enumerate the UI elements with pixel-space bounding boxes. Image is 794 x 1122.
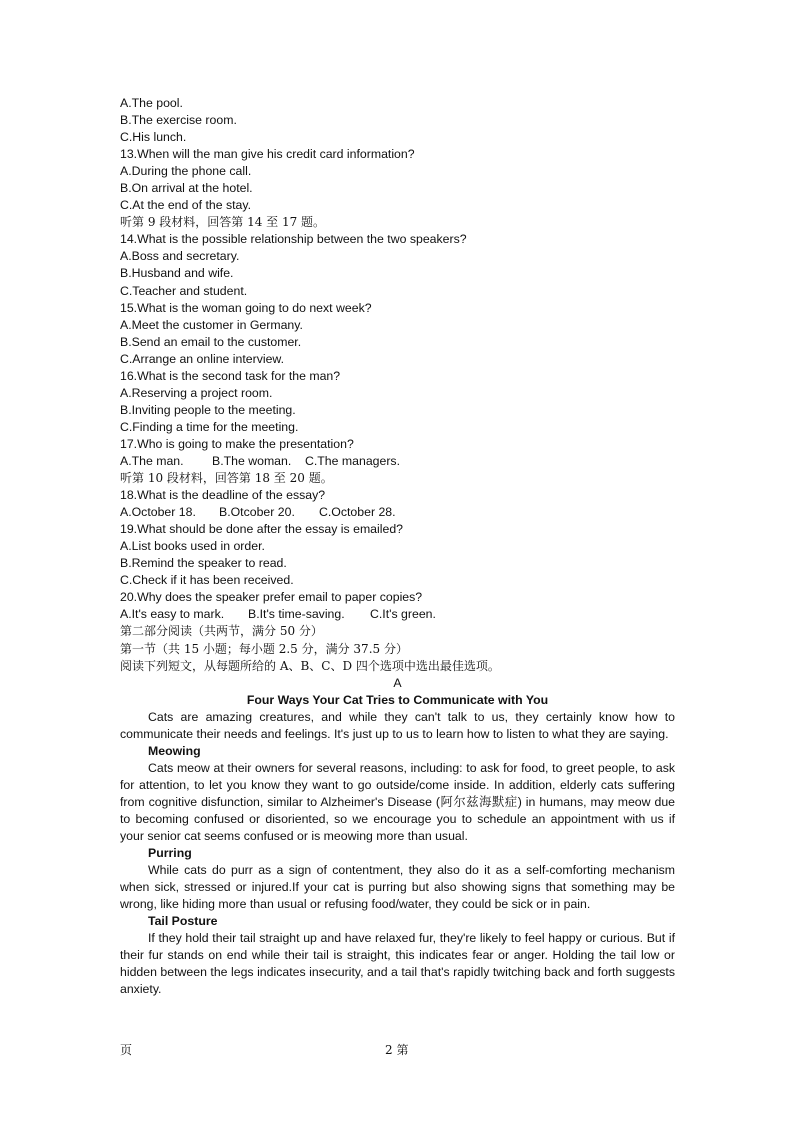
option-line: B.Husband and wife.: [120, 266, 234, 281]
option-b: B.Otcober 20.: [219, 505, 295, 520]
section-one-heading: 第一节（共 15 小题；每小题 2.5 分，满分 37.5 分）: [120, 641, 408, 656]
tail-posture-heading: Tail Posture: [148, 914, 218, 929]
intro-paragraph: Cats are amazing creatures, and while they can't talk to us, they certainly know how to communicate their needs and feelings. It's just up to us to learn how to listen to what they are saying.: [120, 709, 675, 741]
purring-paragraph: While cats do purr as a sign of contentment, they also do it as a self-comforting mechanism when sick, stressed or injured.If your cat is purring but also showing signs that something may be wrong, like hiding more than usual or refusing food/water, they could be sick or in pain.: [120, 863, 675, 912]
passage-label: A: [393, 675, 402, 690]
reading-instruction: 阅读下列短文，从每题所给的 A、B、C、D 四个选项中选出最佳选项。: [120, 658, 500, 673]
option-line: B.On arrival at the hotel.: [120, 181, 253, 196]
option-line: C.At the end of the stay.: [120, 198, 252, 213]
option-line: A.The pool.: [120, 96, 183, 110]
option-b: B.It's time-saving.: [248, 607, 345, 622]
passage-title: Four Ways Your Cat Tries to Communicate with You: [246, 692, 549, 707]
section-instruction-9: 听第 9 段材料，回答第 14 至 17 题。: [120, 215, 326, 230]
question-14: 14.What is the possible relationship between the two speakers?: [120, 232, 467, 247]
footer-page-number: 2 第: [385, 1043, 409, 1057]
option-a: A.The man.: [120, 453, 184, 468]
option-line: A.Meet the customer in Germany.: [120, 317, 303, 332]
option-line: A.Reserving a project room.: [120, 385, 273, 400]
option-line: A.List books used in order.: [120, 539, 265, 554]
option-a: A.It's easy to mark.: [120, 607, 225, 622]
option-a: A.October 18.: [120, 505, 196, 520]
option-c: C.October 28.: [319, 505, 396, 520]
option-line: C.Finding a time for the meeting.: [120, 419, 299, 434]
footer-left: 页: [120, 1043, 133, 1057]
question-13: 13.When will the man give his credit card information?: [120, 147, 415, 162]
option-line: B.Inviting people to the meeting.: [120, 402, 296, 417]
document-page: [120, 95, 675, 998]
option-line: C.Check if it has been received.: [120, 573, 294, 588]
meowing-heading: Meowing: [148, 743, 201, 758]
part-two-heading: 第二部分阅读（共两节，满分 50 分）: [120, 624, 323, 639]
section-instruction-10: 听第 10 段材料，回答第 18 至 20 题。: [120, 471, 333, 486]
option-line: C.Teacher and student.: [120, 283, 248, 298]
option-line: A.Boss and secretary.: [120, 249, 240, 264]
option-b: B.The woman.: [212, 453, 292, 468]
tail-posture-paragraph: If they hold their tail straight up and have relaxed fur, they're likely to feel happy or curious. But if their fur stands on end while their tail is straight, this indicates fear or anger. Holding the tail low or hidden between the legs indicates insecurity, and a tail that's rapidly twitching back and forth suggests anxiety.: [120, 931, 675, 997]
question-17: 17.Who is going to make the presentation?: [120, 436, 354, 451]
question-20: 20.Why does the speaker prefer email to paper copies?: [120, 590, 423, 605]
option-line: B.Send an email to the customer.: [120, 334, 302, 349]
option-line: C.Arrange an online interview.: [120, 351, 285, 366]
question-20-options: [120, 606, 675, 623]
question-15: 15.What is the woman going to do next week?: [120, 300, 372, 315]
purring-heading: Purring: [148, 846, 192, 861]
option-c: C.The managers.: [305, 453, 401, 468]
option-line: C.His lunch.: [120, 130, 187, 145]
question-19: 19.What should be done after the essay is emailed?: [120, 522, 404, 537]
question-16: 16.What is the second task for the man?: [120, 368, 341, 383]
question-18: 18.What is the deadline of the essay?: [120, 488, 326, 503]
option-line: A.During the phone call.: [120, 164, 252, 179]
question-18-options: [120, 504, 675, 521]
option-c: C.It's green.: [370, 607, 436, 622]
option-line: B.The exercise room.: [120, 113, 237, 128]
meowing-paragraph: Cats meow at their owners for several reasons, including: to ask for food, to greet people, to ask for attention, to let you know they want to go outside/come inside. In addition, elderly cats suffering from cognitive disfunction, similar to Alzheimer's Disease (阿尔兹海默症) in humans, may meow due to becoming confused or disoriented, so we encourage you to schedule an appointment with us if your senior cat seems confused or is meowing more than usual.: [120, 760, 675, 844]
option-line: B.Remind the speaker to read.: [120, 556, 287, 571]
question-17-options: [120, 453, 675, 470]
